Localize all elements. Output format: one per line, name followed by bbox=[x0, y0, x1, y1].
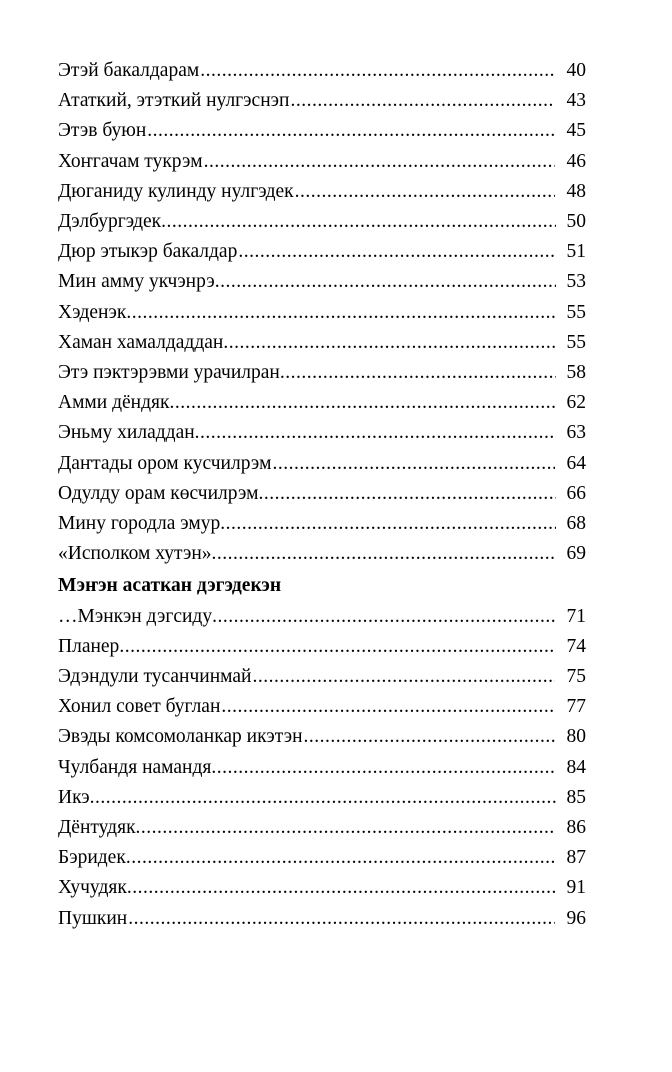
toc-entry[interactable] bbox=[58, 237, 586, 267]
toc-entry-page-number: 84 bbox=[566, 756, 586, 778]
toc-list-secondary bbox=[58, 602, 586, 934]
toc-entry[interactable] bbox=[58, 904, 586, 934]
toc-entry-page-number: 48 bbox=[566, 180, 586, 202]
toc-entry[interactable] bbox=[58, 873, 586, 903]
toc-entry[interactable] bbox=[58, 207, 586, 237]
toc-entry[interactable] bbox=[58, 662, 586, 692]
toc-leader-dots bbox=[126, 848, 556, 868]
toc-leader-dots bbox=[161, 212, 556, 232]
toc-entry[interactable] bbox=[58, 722, 586, 752]
toc-leader-dots bbox=[119, 637, 556, 657]
toc-entry-page-number: 68 bbox=[566, 513, 586, 535]
toc-entry-page-number: 74 bbox=[566, 635, 586, 657]
toc-entry-page-number: 64 bbox=[566, 452, 586, 474]
toc-entry-page-number: 75 bbox=[566, 666, 586, 688]
toc-entry[interactable] bbox=[58, 813, 586, 843]
toc-entry-page-number: 66 bbox=[566, 482, 586, 504]
toc-leader-dots bbox=[304, 727, 555, 747]
toc-entry-page-number: 71 bbox=[566, 605, 586, 627]
toc-entry-title: Дюр этыкэр бакалдар bbox=[58, 241, 238, 263]
toc-entry-page-number: 50 bbox=[566, 211, 586, 233]
toc-leader-dots bbox=[221, 697, 555, 717]
toc-leader-dots bbox=[204, 152, 555, 172]
toc-entry[interactable] bbox=[58, 56, 586, 86]
toc-entry-title: Хэденэк bbox=[58, 301, 127, 323]
toc-entry[interactable] bbox=[58, 843, 586, 873]
toc-entry[interactable] bbox=[58, 753, 586, 783]
toc-leader-dots bbox=[223, 333, 556, 353]
toc-entry[interactable] bbox=[58, 86, 586, 116]
toc-entry-title: Ататкий, этэткий нулгэснэп bbox=[58, 90, 290, 112]
toc-entry-title: Этэй бакалдарам bbox=[58, 60, 200, 81]
toc-entry-title: Икэ bbox=[58, 786, 90, 808]
toc-entry[interactable] bbox=[58, 328, 586, 358]
toc-entry-page-number: 46 bbox=[566, 150, 586, 172]
toc-leader-dots bbox=[195, 423, 556, 443]
toc-leader-dots bbox=[127, 878, 556, 898]
toc-entry-page-number: 43 bbox=[566, 90, 586, 112]
toc-entry-page-number: 86 bbox=[566, 817, 586, 839]
toc-entry-page-number: 91 bbox=[566, 877, 586, 899]
toc-leader-dots bbox=[215, 272, 556, 292]
toc-entry-page-number: 80 bbox=[566, 726, 586, 748]
toc-entry-title: Хоҥгачам тукрэм bbox=[58, 150, 203, 172]
toc-entry-title: Даҥтады ором кусчилрэм bbox=[58, 452, 272, 474]
toc-entry-page-number: 85 bbox=[566, 786, 586, 808]
toc-entry-title: Мин амму укчэнрэ bbox=[58, 271, 215, 293]
toc-entry-title: Дэлбургэдек bbox=[58, 211, 162, 233]
toc-leader-dots bbox=[212, 607, 556, 627]
toc-leader-dots bbox=[259, 484, 556, 504]
toc-entry[interactable] bbox=[58, 449, 586, 479]
toc-entry[interactable] bbox=[58, 388, 586, 418]
toc-entry[interactable] bbox=[58, 509, 586, 539]
toc-entry-title: Пушкин bbox=[58, 907, 128, 929]
toc-entry-title: Планер bbox=[58, 635, 120, 657]
toc-entry-title: Чулбандя намандя bbox=[58, 756, 212, 778]
toc-leader-dots bbox=[280, 363, 556, 383]
toc-entry-title: Бэридек bbox=[58, 847, 126, 869]
toc-leader-dots bbox=[252, 667, 555, 687]
toc-entry[interactable] bbox=[58, 692, 586, 722]
toc-entry-title: …Мэнкэн дэгсиду bbox=[58, 605, 213, 627]
toc-entry[interactable] bbox=[58, 632, 586, 662]
toc-entry-page-number: 87 bbox=[566, 847, 586, 869]
toc-entry-title: Этэв буюн bbox=[58, 120, 147, 142]
toc-entry[interactable] bbox=[58, 783, 586, 813]
toc-entry-page-number: 40 bbox=[566, 60, 586, 81]
toc-entry-title: Мину городла эмур bbox=[58, 513, 221, 535]
toc-entry-page-number: 51 bbox=[566, 241, 586, 263]
toc-entry[interactable] bbox=[58, 418, 586, 448]
toc-entry-page-number: 45 bbox=[566, 120, 586, 142]
toc-entry-page-number: 55 bbox=[566, 301, 586, 323]
toc-entry-title: Хаман хамалдаддан bbox=[58, 331, 224, 353]
toc-entry[interactable] bbox=[58, 267, 586, 297]
toc-leader-dots bbox=[290, 91, 555, 111]
toc-entry-page-number: 69 bbox=[566, 543, 586, 565]
toc-leader-dots bbox=[272, 454, 555, 474]
toc-entry[interactable] bbox=[58, 358, 586, 388]
toc-leader-dots bbox=[126, 303, 556, 323]
toc-entry-title: Одулду орам көсчилрэм bbox=[58, 482, 259, 504]
toc-entry-page-number: 96 bbox=[566, 907, 586, 929]
toc-entry[interactable] bbox=[58, 147, 586, 177]
toc-entry[interactable] bbox=[58, 298, 586, 328]
toc-entry-page-number: 53 bbox=[566, 271, 586, 293]
toc-entry-page-number: 77 bbox=[566, 696, 586, 718]
toc-entry-title: Эньму хиладдан bbox=[58, 422, 195, 444]
toc-entry[interactable] bbox=[58, 177, 586, 207]
toc-leader-dots bbox=[128, 909, 555, 929]
toc-section-heading: Мэҥэн асаткан дэгэдекэн bbox=[58, 575, 282, 597]
toc-leader-dots bbox=[238, 242, 555, 262]
toc-list-primary bbox=[58, 56, 586, 569]
toc-entry-title: Хонил совет буглан bbox=[58, 696, 221, 718]
toc-leader-dots bbox=[147, 121, 555, 141]
toc-leader-dots bbox=[220, 514, 556, 534]
toc-entry-page-number: 58 bbox=[566, 362, 586, 384]
toc-entry-title: Эдэндули тусанчинмай bbox=[58, 666, 252, 688]
toc-entry-title: Дюганиду кулинду нулгэдек bbox=[58, 180, 294, 202]
toc-entry[interactable] bbox=[58, 479, 586, 509]
toc-entry-page-number: 62 bbox=[566, 392, 586, 414]
toc-leader-dots bbox=[211, 758, 556, 778]
toc-entry[interactable] bbox=[58, 539, 586, 569]
toc-entry-title: Амми дёндяк bbox=[58, 392, 170, 414]
toc-entry-title: Этэ пэктэрэвми урачилран bbox=[58, 362, 280, 384]
toc-entry-title: Дёнтудяк bbox=[58, 817, 136, 839]
toc-leader-dots bbox=[90, 788, 556, 808]
toc-leader-dots bbox=[212, 544, 556, 564]
toc-leader-dots bbox=[136, 818, 556, 838]
toc-entry[interactable] bbox=[58, 602, 586, 632]
toc-entry-page-number: 55 bbox=[566, 331, 586, 353]
toc-entry-title: Эвэды комсомоланкар икэтэн bbox=[58, 726, 303, 748]
toc-entry-page-number: 63 bbox=[566, 422, 586, 444]
toc-entry-title: «Исполком хутэн» bbox=[58, 543, 212, 565]
toc-leader-dots bbox=[295, 182, 555, 202]
toc-entry-title: Хучудяк bbox=[58, 877, 127, 899]
toc-entry[interactable] bbox=[58, 116, 586, 146]
toc-leader-dots bbox=[200, 61, 555, 81]
toc-leader-dots bbox=[169, 393, 556, 413]
